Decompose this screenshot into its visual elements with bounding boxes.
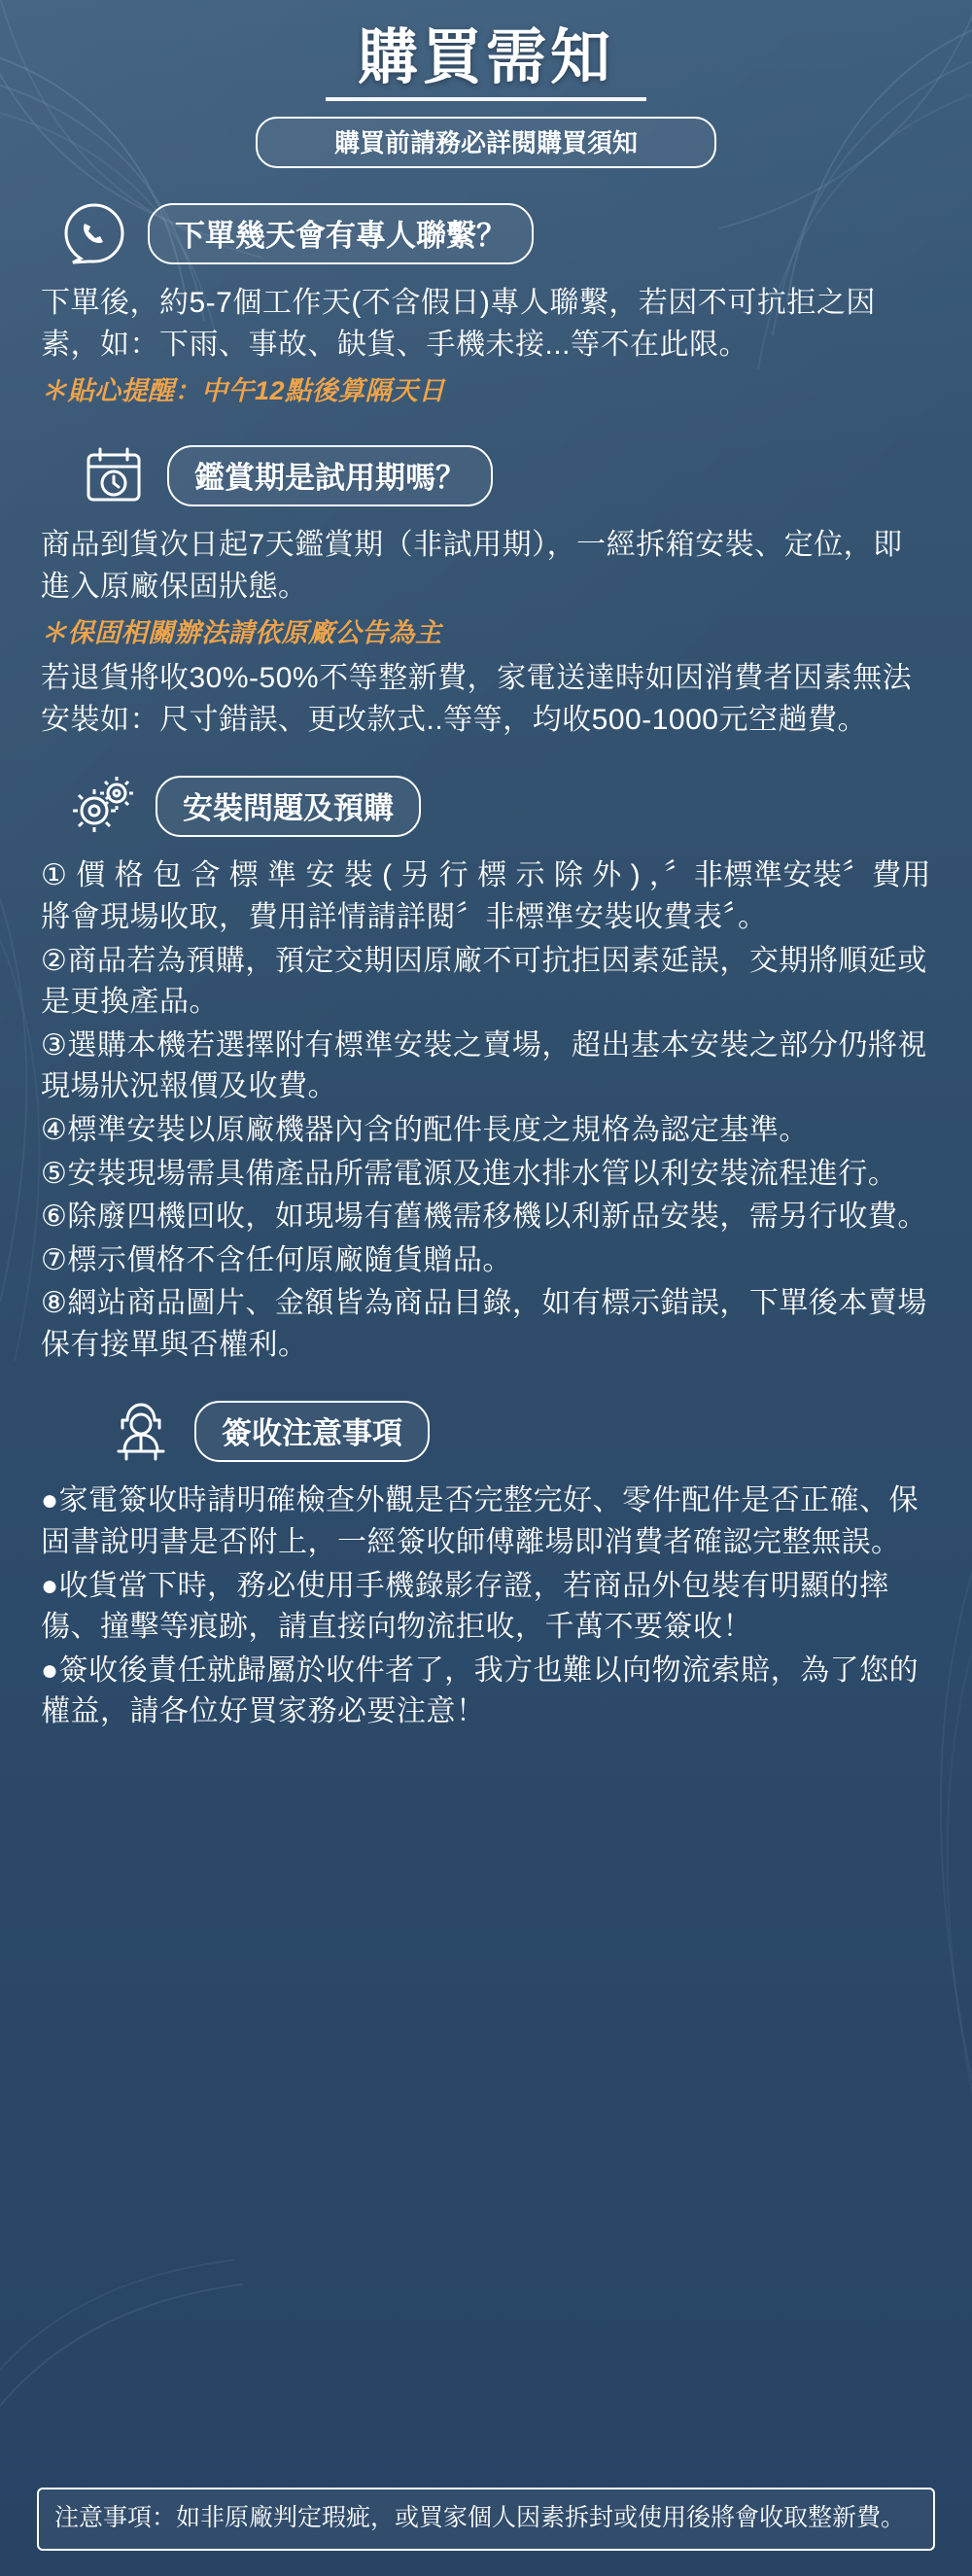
section-header-trial bbox=[41, 439, 931, 511]
calendar-clock-icon bbox=[78, 439, 150, 511]
install-item-7: ⑦標示價格不含任何原廠隨貨贈品。 bbox=[41, 1243, 512, 1276]
section-header-contact bbox=[41, 197, 931, 269]
footer-note: 注意事項：如非原廠判定瑕疵，或買家個人因素拆封或使用後將會收取整新費。 bbox=[37, 2488, 935, 2551]
phone-icon bbox=[58, 197, 130, 269]
signing-bullet-2: ●收貨當下時，務必使用手機錄影存證，若商品外包裝有明顯的摔傷、撞擊等痕跡，請直接向物流拒收，千萬不要簽收！ bbox=[41, 1569, 889, 1644]
trial-paragraph-after: 若退貨將收30%-50%不等整新費，家電送達時如因消費者因素無法安裝如：尺寸錯誤、更改款式..等等，均收500-1000元空趟費。 bbox=[41, 662, 913, 736]
decorative-swirl-bottom-left bbox=[0, 2168, 262, 2518]
install-item-5: ⑤安裝現場需具備產品所需電源及進水排水管以利安裝流程進行。 bbox=[41, 1157, 898, 1190]
page-title: 購買需知 bbox=[357, 24, 614, 91]
install-item-6: ⑥除廢四機回收，如現場有舊機需移機以利新品安裝，需另行收費。 bbox=[41, 1201, 927, 1234]
page-subtitle: 購買前請務必詳閱購買須知 bbox=[256, 117, 716, 168]
section-title-installation: 安裝問題及預購 bbox=[156, 776, 421, 837]
trial-paragraph: 商品到貨次日起7天鑑賞期（非試用期），一經拆箱安裝、定位，即進入原廠保固狀態。 bbox=[41, 529, 903, 603]
section-title-signing: 簽收注意事項 bbox=[194, 1401, 430, 1462]
install-item-8: ⑧網站商品圖片、金額皆為商品目錄，如有標示錯誤，下單後本賣場保有接單與否權利。 bbox=[41, 1287, 927, 1361]
section-header-signing bbox=[41, 1395, 931, 1467]
delivery-person-icon bbox=[105, 1395, 177, 1467]
trial-note: ＊保固相關辦法請依原廠公告為主 bbox=[41, 618, 442, 648]
contact-note: ＊貼心提醒：中午12點後算隔天日 bbox=[41, 376, 446, 406]
install-item-3: ③選購本機若選擇附有標準安裝之賣場，超出基本安裝之部分仍將視現場狀況報價及收費。 bbox=[41, 1028, 927, 1103]
install-item-4: ④標準安裝以原廠機器內含的配件長度之規格為認定基準。 bbox=[41, 1113, 809, 1146]
section-title-trial: 鑑賞期是試用期嗎？ bbox=[167, 445, 493, 506]
signing-bullet-3: ●簽收後責任就歸屬於收件者了，我方也難以向物流索賠，為了您的權益，請各位好買家務必要注意！ bbox=[41, 1654, 920, 1728]
install-item-1: ① 價 格 包 含 標 準 安 裝 ( 另 行 標 示 除 外 ) ，〞非標準安裝〞費用將會現場收取，費用詳情請詳閱〞非標準安裝收費表〞。 bbox=[41, 859, 931, 933]
section-header-installation bbox=[41, 770, 931, 842]
gears-icon bbox=[66, 770, 138, 842]
section-title-contact: 下單幾天會有專人聯繫？ bbox=[148, 203, 534, 264]
contact-paragraph: 下單後，約5-7個工作天(不含假日)專人聯繫，若因不可抗拒之因素，如：下雨、事故、缺貨、手機未接...等不在此限。 bbox=[41, 287, 876, 361]
title-underline bbox=[326, 97, 646, 101]
install-item-2: ②商品若為預購，預定交期因原廠不可抗拒因素延誤，交期將順延或是更換產品。 bbox=[41, 944, 927, 1019]
signing-bullet-1: ●家電簽收時請明確檢查外觀是否完整完好、零件配件是否正確、保固書說明書是否附上，一經簽收師傅離場即消費者確認完整無誤。 bbox=[41, 1484, 920, 1559]
